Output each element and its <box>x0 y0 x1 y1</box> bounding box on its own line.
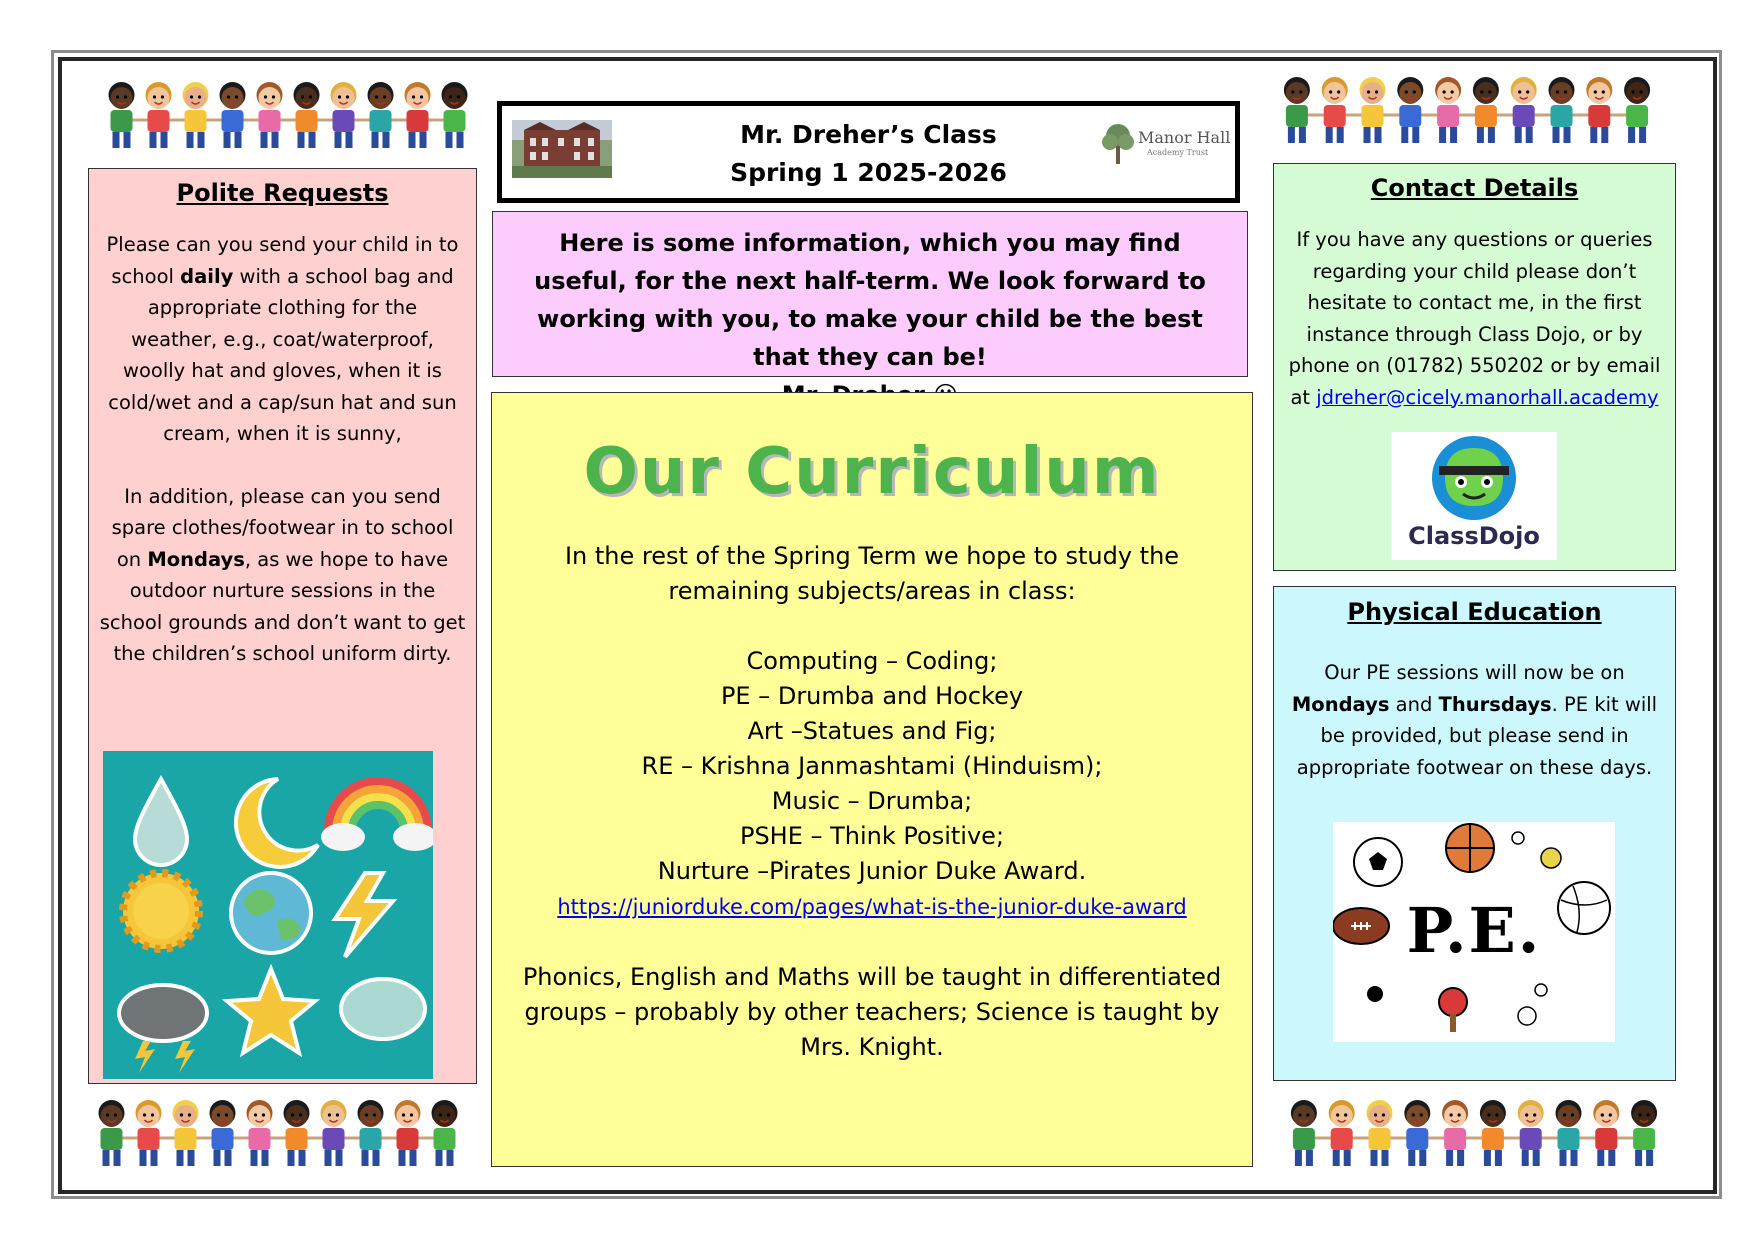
contact-body: If you have any questions or queries regarding your child please don’t hesitate to contact me, in the first instance through Class Dojo, or by phone on (01782) 550202 or by email at <box>1288 228 1661 409</box>
physical-education-title: Physical Education <box>1347 598 1602 626</box>
email-link[interactable]: jdreher@cicely.manorhall.academy <box>1316 385 1659 409</box>
junior-duke-link[interactable]: https://juniorduke.com/pages/what-is-the-junior-duke-award <box>557 895 1187 919</box>
curriculum-item: Nurture –Pirates Junior Duke Award. <box>657 857 1087 885</box>
curriculum-item: RE – Krishna Janmashtami (Hinduism); <box>641 752 1103 780</box>
polite-p2-text-b: , as we hope to have outdoor nurture sessions in the school grounds and don’t want to get the children’s school uniform dirty. <box>99 547 466 665</box>
physical-education-panel <box>1273 586 1676 1081</box>
polite-p1-bold: daily <box>180 264 234 288</box>
classdojo-monster-icon <box>1391 432 1557 522</box>
pe-day-1: Mondays <box>1291 692 1390 716</box>
classdojo-label: ClassDojo <box>1408 522 1540 550</box>
curriculum-list <box>492 644 1252 925</box>
intro-panel <box>492 211 1248 377</box>
children-holding-hands-bottom-right <box>1285 1096 1663 1172</box>
polite-paragraph-1 <box>103 229 462 450</box>
contact-text <box>1286 224 1663 413</box>
curriculum-panel <box>491 392 1253 1167</box>
polite-requests-panel <box>88 168 477 1084</box>
polite-paragraph-2 <box>99 481 466 670</box>
classdojo-logo <box>1391 432 1557 560</box>
polite-p1-text-b: with a school bag and appropriate clothing for the weather, e.g., coat/waterproof, woolly hat and gloves, when it is cold/wet and a cap/sun hat and sun cream, when it is sunny, <box>108 264 457 445</box>
pe-sports-image <box>1333 822 1615 1042</box>
curriculum-item: Computing – Coding; <box>746 647 998 675</box>
children-holding-hands-bottom-left <box>93 1096 463 1172</box>
curriculum-intro: In the rest of the Spring Term we hope to study the remaining subjects/areas in class: <box>564 542 1180 605</box>
term-title: Spring 1 2025-2026 <box>730 158 1007 187</box>
our-curriculum-heading: Our Curriculum <box>583 435 1161 509</box>
polite-p2-text-a: In addition, please can you send spare clothes/footwear in to school on <box>111 484 454 571</box>
polite-p2-bold: Mondays <box>147 547 245 571</box>
weather-stickers-image <box>103 751 433 1079</box>
pe-text-a: Our PE sessions will now be on <box>1324 661 1625 684</box>
pe-and: and <box>1389 692 1439 716</box>
pe-day-2: Thursdays <box>1438 692 1552 716</box>
contact-details-title: Contact Details <box>1370 174 1579 202</box>
trust-logo-name: Manor Hall <box>1138 128 1231 147</box>
curriculum-footer: Phonics, English and Maths will be taught in differentiated groups – probably by other teachers; Science is taught by Mrs. Knight. <box>522 963 1222 1061</box>
children-holding-hands-top-left <box>103 78 473 154</box>
polite-p1-text-a: Please can you send your child in to school <box>106 233 459 288</box>
pe-image-label: P.E. <box>1406 894 1542 967</box>
contact-details-panel <box>1273 163 1676 571</box>
pe-text <box>1288 657 1661 783</box>
intro-text: Here is some information, which you may find useful, for the next half-term. We look forward to working with you, to make your child be the best that they can be! <box>534 229 1206 371</box>
polite-requests-title: Polite Requests <box>176 179 389 207</box>
curriculum-item: Art –Statues and Fig; <box>747 717 997 745</box>
children-holding-hands-top-right <box>1278 73 1656 149</box>
curriculum-item: Music – Drumba; <box>771 787 973 815</box>
class-title: Mr. Dreher’s Class <box>740 120 997 149</box>
curriculum-item: PSHE – Think Positive; <box>739 822 1005 850</box>
trust-logo-subtitle: Academy Trust <box>1147 148 1209 157</box>
curriculum-item: PE – Drumba and Hockey <box>720 682 1024 710</box>
class-header <box>497 101 1240 203</box>
tree-icon <box>1100 122 1136 168</box>
pe-text-b: . PE kit will be provided, but please send in appropriate footwear on these days. <box>1296 692 1658 779</box>
